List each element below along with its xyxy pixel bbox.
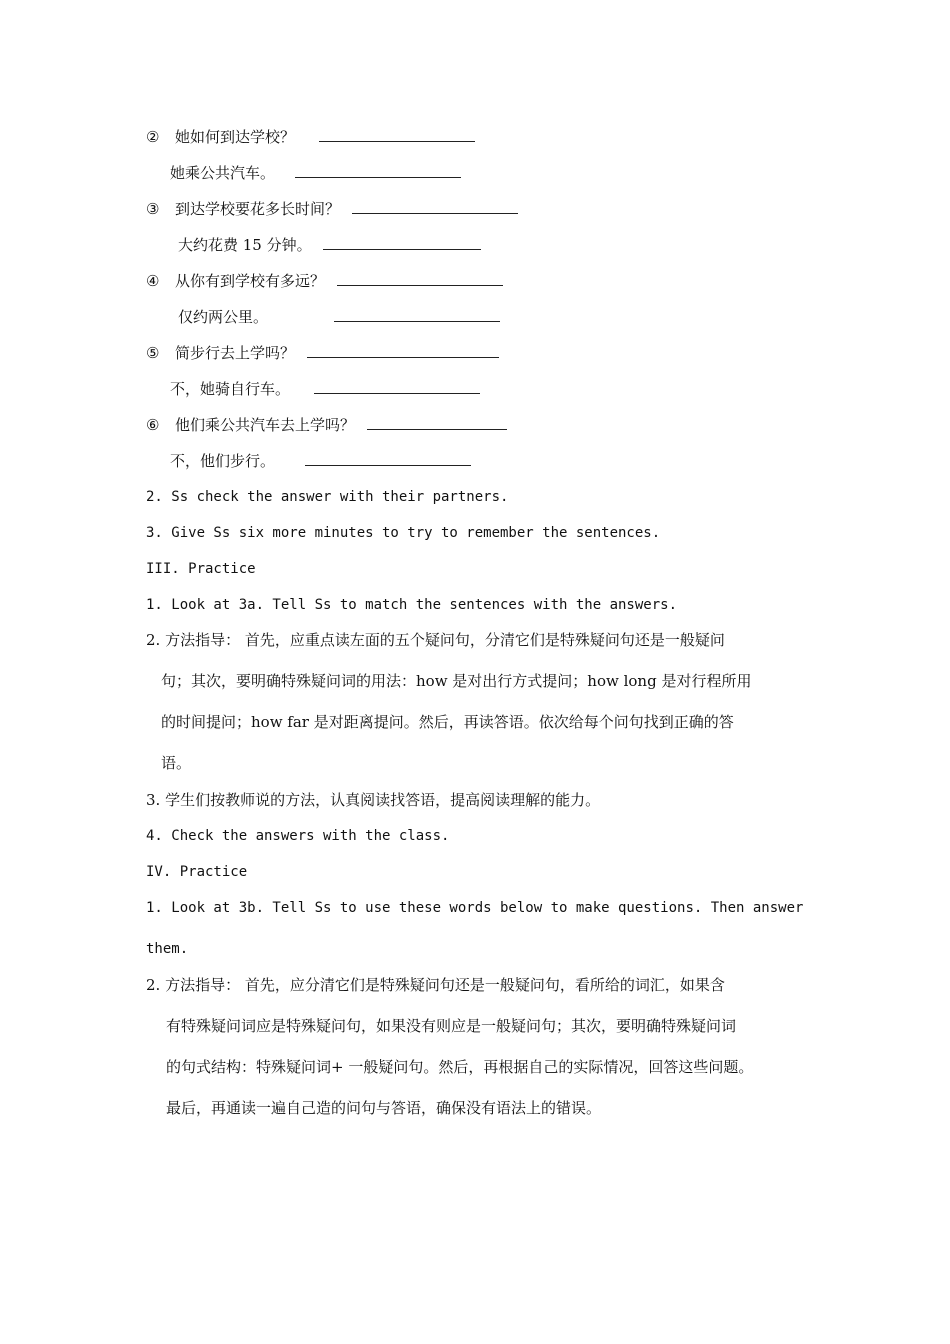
section-3-step-2-line-4: 语。 (161, 754, 192, 772)
answer-blank[interactable] (337, 271, 503, 286)
question-4 (146, 271, 503, 291)
answer-text: 不，他们步行。 (170, 452, 276, 470)
section-4-step-1-line-1: 1. Look at 3b. Tell Ss to use these words below to make questions. Then answer (146, 900, 804, 916)
section-4-step-1-line-2: them. (146, 941, 189, 957)
answer-5 (170, 379, 480, 399)
section-3-step-4: 4. Check the answers with the class. (146, 828, 450, 844)
section-4-step-2-line-2: 有特殊疑问词应是特殊疑问句，如果没有则应是一般疑问句；其次，要明确特殊疑问词 (166, 1017, 737, 1035)
answer-text: 不，她骑自行车。 (170, 380, 291, 398)
step-remember-sentences: 3. Give Ss six more minutes to try to remember the sentences. (146, 525, 661, 541)
answer-blank[interactable] (305, 451, 471, 466)
question-text: 到达学校要花多长时间？ (175, 200, 341, 218)
question-number: ② (146, 128, 160, 146)
answer-text: 仅约两公里。 (178, 308, 269, 326)
answer-text: 大约花费 15 分钟。 (178, 236, 312, 254)
answer-blank[interactable] (319, 127, 475, 142)
question-number: ④ (146, 272, 160, 290)
section-3-heading: III. Practice (146, 561, 256, 577)
question-6 (146, 415, 507, 435)
question-number: ③ (146, 200, 160, 218)
answer-6 (170, 451, 471, 471)
answer-blank[interactable] (367, 415, 507, 430)
section-3-step-2-line-1: 2. 方法指导： 首先，应重点读左面的五个疑问句，分清它们是特殊疑问句还是一般疑问 (146, 631, 725, 649)
section-4-step-2-line-1: 2. 方法指导： 首先，应分清它们是特殊疑问句还是一般疑问句，看所给的词汇，如果含 (146, 976, 725, 994)
question-3 (146, 199, 518, 219)
question-number: ⑥ (146, 416, 160, 434)
section-4-heading: IV. Practice (146, 864, 248, 880)
step-check-partners: 2. Ss check the answer with their partners. (146, 489, 509, 505)
answer-4 (178, 307, 500, 327)
answer-blank[interactable] (307, 343, 499, 358)
section-4-step-2-line-3: 的句式结构：特殊疑问词+ 一般疑问句。然后，再根据自己的实际情况，回答这些问题。 (166, 1058, 754, 1076)
answer-3 (178, 235, 481, 255)
section-3-step-1: 1. Look at 3a. Tell Ss to match the sentences with the answers. (146, 597, 678, 613)
question-text: 简步行去上学吗？ (175, 344, 296, 362)
answer-blank[interactable] (295, 163, 461, 178)
section-3-step-2-line-3: 的时间提问；how far 是对距离提问。然后，再读答语。依次给每个问句找到正确的答 (161, 713, 734, 731)
answer-blank[interactable] (314, 379, 480, 394)
answer-2 (170, 163, 461, 183)
question-5 (146, 343, 499, 363)
question-2 (146, 127, 475, 147)
answer-blank[interactable] (352, 199, 518, 214)
question-text: 他们乘公共汽车去上学吗？ (175, 416, 356, 434)
question-text: 她如何到达学校？ (175, 128, 296, 146)
question-number: ⑤ (146, 344, 160, 362)
answer-blank[interactable] (334, 307, 500, 322)
section-3-step-2-line-2: 句；其次，要明确特殊疑问词的用法：how 是对出行方式提问；how long 是对行程所用 (161, 672, 752, 690)
section-4-step-2-line-4: 最后，再通读一遍自己造的问句与答语，确保没有语法上的错误。 (166, 1099, 602, 1117)
answer-blank[interactable] (323, 235, 481, 250)
answer-text: 她乘公共汽车。 (170, 164, 276, 182)
section-3-step-3: 3. 学生们按教师说的方法，认真阅读找答语，提高阅读理解的能力。 (146, 791, 601, 809)
question-text: 从你有到学校有多远？ (175, 272, 326, 290)
